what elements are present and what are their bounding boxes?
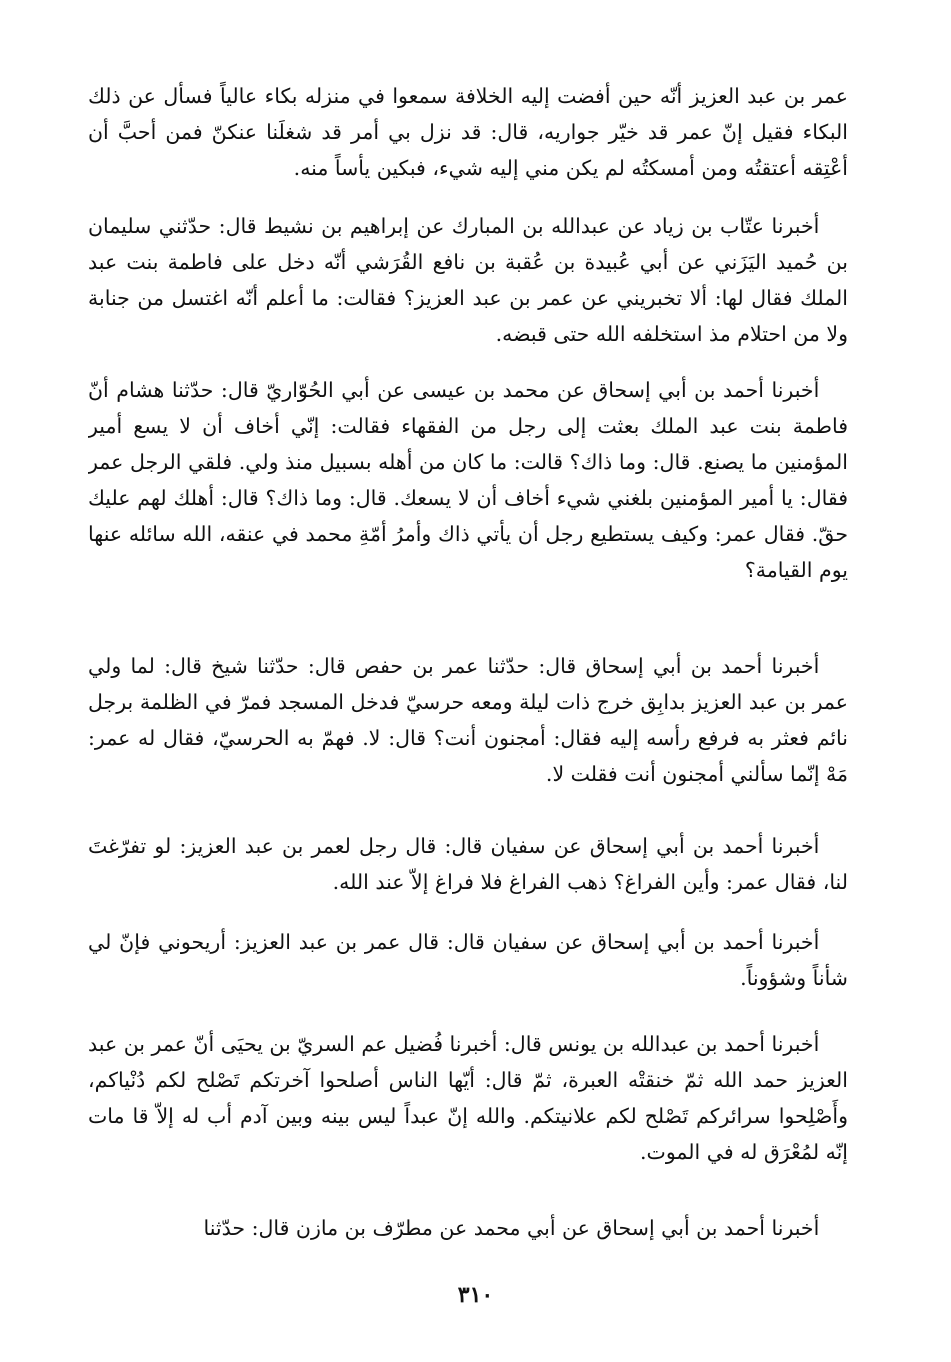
paragraph-3: أخبرنا أحمد بن أبي إسحاق عن محمد بن عيسى عن أبي الحُوّاريّ قال: حدّثنا هشام أنّ فاطمة بنت عبد الملك بعثت إلى رجل من الفقهاء فقالت: إنّي أخاف أن لا يسع أمير المؤمنين ما يصنع. قال: وما ذاك؟ قالت: ما كان من أهله بسبيل منذ ولي. فلقي الرجل عمر فقال: يا أمير المؤمنين بلغني شيء أخاف أن لا يسعك. قال: وما ذاك؟ قال: أهلك لهم عليك حقّ. فقال عمر: وكيف يستطيع رجل أن يأتي ذاك وأمرُ أمّةِ محمد في عنقه، الله سائله عنها يوم القيامة؟ bbox=[88, 378, 848, 582]
paragraph-6: أخبرنا أحمد بن أبي إسحاق عن سفيان قال: قال عمر بن عبد العزيز: أريحوني فإنّ لي شأناً وشؤوناً. bbox=[88, 930, 848, 990]
paragraph-1: عمر بن عبد العزيز أنّه حين أفضت إليه الخلافة سمعوا في منزله بكاء عالياً فسأل عن ذلك البكاء فقيل إنّ عمر قد خيّر جواريه، قال: قد نزل بي أمر قد شغلَنا عنكنّ فمن أحبَّ أن أعْتِقه أعتقتُه ومن أمسكتُه لم يكن مني إليه شيء، فبكين يأساً منه. bbox=[88, 84, 848, 180]
paragraph-7: أخبرنا أحمد بن عبدالله بن يونس قال: أخبرنا فُضيل عم السريّ بن يحيَى أنّ عمر بن عبد العزيز حمد الله ثمّ خنقتْه العبرة، ثمّ قال: أيّها الناس أصلحوا آخرتكم تَصْلح لكم دُنْياكم، وأَصْلِحوا سرائركم تَصْلح لكم علانيتكم. والله إنّ عبداً ليس بينه وبين آدم أب له إلاّ قا مات إنّه لمُعْرَق له في الموت. bbox=[88, 1032, 848, 1164]
paragraph-4: أخبرنا أحمد بن أبي إسحاق قال: حدّثنا عمر بن حفص قال: حدّثنا شيخ قال: لما ولي عمر بن عبد العزيز بدابِق خرج ذات ليلة ومعه حرسيّ فدخل المسجد فمرّ في الظلمة برجل نائم فعثر به فرفع رأسه إليه فقال: أمجنون أنت؟ قال: لا. فهمّ به الحرسيّ، فقال له عمر: مَهْ إنّما سألني أمجنون أنت فقلت لا. bbox=[88, 654, 848, 786]
document-page bbox=[88, 78, 848, 1250]
paragraph-2: أخبرنا عتّاب بن زياد عن عبدالله بن المبارك عن إبراهيم بن نشيط قال: حدّثني سليمان بن حُميد اليَزَني عن أبي عُبيدة بن عُقبة بن نافع القُرَشي أنّه دخل على فاطمة بنت عبد الملك فقال لها: ألا تخبريني عن عمر بن عبد العزيز؟ فقالت: ما أعلم أنّه اغتسل من جنابة ولا من احتلام مذ استخلفه الله حتى قبضه. bbox=[88, 214, 848, 346]
paragraph-8: أخبرنا أحمد بن أبي إسحاق عن أبي محمد عن مطرّف بن مازن قال: حدّثنا bbox=[203, 1216, 820, 1240]
paragraph-5: أخبرنا أحمد بن أبي إسحاق عن سفيان قال: قال رجل لعمر بن عبد العزيز: لو تفرّغتَ لنا، فقال عمر: وأين الفراغ؟ ذهب الفراغ فلا فراغ إلاّ عند الله. bbox=[88, 834, 848, 894]
page-number: ٣١٠ bbox=[457, 1282, 494, 1308]
